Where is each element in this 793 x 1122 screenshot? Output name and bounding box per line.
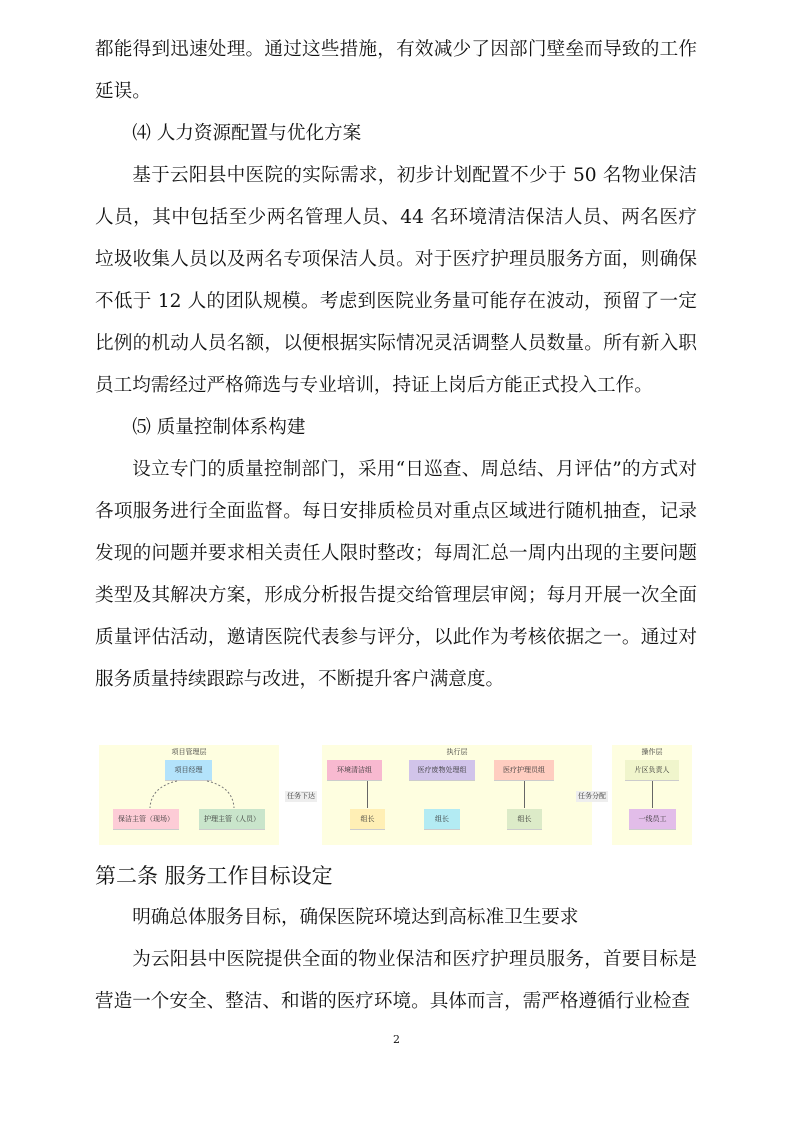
group-title: 项目管理层	[171, 748, 207, 756]
node: 护理主管（人员）	[199, 809, 265, 830]
node: 组长	[507, 809, 542, 830]
paragraph: 都能得到迅速处理。通过这些措施，有效减少了因部门壁垒而导致的工作延误。	[95, 39, 697, 102]
group-management	[99, 745, 279, 845]
node: 保洁主管（现场）	[113, 809, 179, 830]
paragraph: 设立专门的质量控制部门，采用“日巡查、周总结、月评估”的方式对各项服务进行全面监督。每日安排质检员对重点区域进行随机抽查，记录发现的问题并要求相关责任人限时整改；每周汇总一周内出现的主要问题类型及其解决方案，形成分析报告提交给管理层审阅；每月开展一次全面质量评估活动，邀请医院代表参与评分，以此作为考核依据之一。通过对服务质量持续跟踪与改进，不断提升客户满意度。	[95, 459, 697, 690]
group-title: 执行层	[446, 748, 468, 756]
group-execution	[322, 745, 592, 845]
paragraph: 基于云阳县中医院的实际需求，初步计划配置不少于 50 名物业保洁人员，其中包括至少两名管理人员、44 名环境清洁保洁人员、两名医疗垃圾收集人员以及两名专项保洁人员。对于医疗护理员服务方面，则确保不低于 12 人的团队规模。考虑到医院业务量可能存在波动，预留了一定比例的机动人员名额，以便根据实际情况灵活调整人员数量。所有新入职员工均需经过严格筛选与专业培训，持证上岗后方能正式投入工作。	[95, 165, 697, 396]
connector	[524, 781, 525, 808]
node: 一线员工	[629, 809, 676, 830]
node: 组长	[350, 809, 385, 830]
paragraph: 明确总体服务目标，确保医院环境达到高标准卫生要求	[132, 907, 579, 928]
node: 项目经理	[165, 760, 212, 781]
node: 组长	[424, 809, 460, 830]
org-flow-diagram	[99, 745, 693, 845]
section-heading: 第二条 服务工作目标设定	[95, 864, 333, 888]
node: 医疗护理员组	[494, 760, 554, 781]
node: 医疗废物处理组	[409, 760, 475, 781]
paragraph: 为云阳县中医院提供全面的物业保洁和医疗护理员服务，首要目标是营造一个安全、整洁、和谐的医疗环境。具体而言，需严格遵循行业检查	[95, 949, 697, 1012]
subheading-hr: ⑷ 人力资源配置与优化方案	[132, 123, 362, 144]
group-operation	[612, 745, 692, 845]
connector	[367, 781, 368, 808]
group-title: 操作层	[641, 748, 663, 756]
edge-label: 任务分配	[578, 792, 606, 800]
edge-label: 任务下达	[287, 792, 315, 800]
page-number: 2	[393, 1033, 400, 1046]
node: 片区负责人	[625, 760, 679, 781]
node: 环境清洁组	[327, 760, 382, 781]
body-text-bottom	[95, 855, 697, 1023]
connector	[652, 781, 653, 808]
body-text-top	[95, 29, 697, 701]
dashed-arrows	[99, 745, 279, 845]
subheading-qc: ⑸ 质量控制体系构建	[132, 417, 306, 438]
